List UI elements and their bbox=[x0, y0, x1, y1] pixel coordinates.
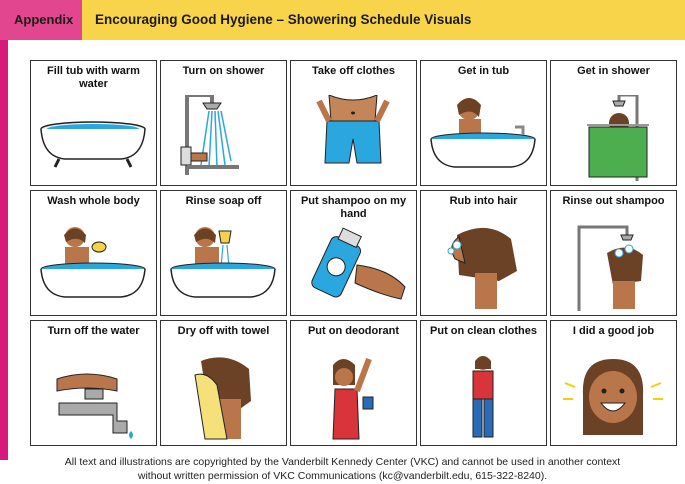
card-label: Put shampoo on my hand bbox=[300, 195, 407, 220]
card-fill-tub bbox=[30, 60, 157, 186]
washing-body-icon bbox=[37, 225, 150, 311]
rinse-soap-icon bbox=[167, 225, 280, 311]
rub-hair-icon bbox=[427, 225, 540, 311]
card-label: Put on clean clothes bbox=[430, 325, 537, 337]
card-label: Get in tub bbox=[457, 65, 510, 77]
card-deodorant bbox=[290, 320, 417, 446]
card-turn-on-shower bbox=[160, 60, 287, 186]
card-take-off-clothes bbox=[290, 60, 417, 186]
person-in-tub-icon bbox=[427, 95, 540, 181]
card-turn-off-water bbox=[30, 320, 157, 446]
undress-icon bbox=[297, 95, 410, 181]
card-label: Dry off with towel bbox=[177, 325, 270, 337]
card-label: Wash whole body bbox=[47, 195, 140, 207]
deodorant-icon bbox=[297, 355, 410, 441]
card-label: I did a good job bbox=[572, 325, 655, 337]
footer-line-1: All text and illustrations are copyrighted by the Vanderbilt Kennedy Center (VKC) and cannot be used in another context bbox=[64, 456, 621, 468]
card-label: Take off clothes bbox=[312, 65, 395, 77]
card-rinse-shampoo bbox=[550, 190, 677, 316]
card-good-job bbox=[550, 320, 677, 446]
card-rinse-soap bbox=[160, 190, 287, 316]
card-label: Get in shower bbox=[577, 65, 650, 77]
card-rub-hair bbox=[420, 190, 547, 316]
page-title: Encouraging Good Hygiene – Showering Schedule Visuals bbox=[95, 12, 472, 27]
shower-on-icon bbox=[167, 95, 280, 181]
card-get-in-tub bbox=[420, 60, 547, 186]
footer-line-2: without written permission of VKC Communications (kc@vanderbilt.edu, 615-322-8240). bbox=[137, 470, 548, 482]
card-label: Rinse soap off bbox=[185, 195, 262, 207]
clean-clothes-icon bbox=[427, 355, 540, 441]
card-clean-clothes bbox=[420, 320, 547, 446]
card-label: Put on deodorant bbox=[307, 325, 400, 337]
towel-dry-icon bbox=[167, 355, 280, 441]
faucet-off-icon bbox=[37, 355, 150, 441]
person-in-shower-icon bbox=[557, 95, 670, 181]
card-label: Rub into hair bbox=[449, 195, 518, 207]
happy-face-icon bbox=[557, 355, 670, 441]
rinse-shampoo-icon bbox=[557, 225, 670, 311]
card-wash-body bbox=[30, 190, 157, 316]
card-label: Fill tub with warm water bbox=[47, 65, 140, 90]
card-dry-towel bbox=[160, 320, 287, 446]
card-label: Rinse out shampoo bbox=[562, 195, 665, 207]
card-shampoo-hand bbox=[290, 190, 417, 316]
side-accent-bar bbox=[0, 40, 8, 460]
copyright-footer bbox=[0, 455, 685, 483]
card-label: Turn off the water bbox=[47, 325, 140, 337]
appendix-tab: Appendix bbox=[0, 0, 82, 40]
bathtub-water-icon bbox=[37, 95, 150, 181]
shampoo-bottle-icon bbox=[297, 225, 410, 311]
card-get-in-shower bbox=[550, 60, 677, 186]
card-label: Turn on shower bbox=[182, 65, 265, 77]
